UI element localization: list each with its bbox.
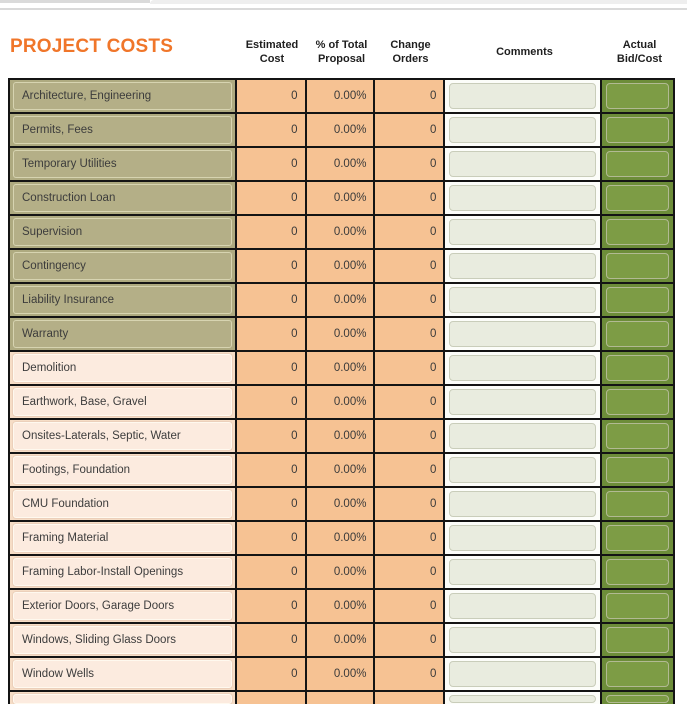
- table-row: [10, 556, 673, 590]
- change-orders-cell[interactable]: 0: [375, 216, 445, 248]
- actual-bid-input[interactable]: [606, 423, 669, 449]
- table-row: [10, 148, 673, 182]
- change-orders-cell[interactable]: 0: [375, 352, 445, 384]
- actual-bid-input[interactable]: [606, 355, 669, 381]
- category-label: Construction Loan: [13, 184, 232, 212]
- actual-bid-input[interactable]: [606, 321, 669, 347]
- column-header-percent-total: [307, 38, 376, 67]
- comments-cell[interactable]: [445, 624, 602, 656]
- percent-total-cell[interactable]: 0.00%: [307, 420, 376, 452]
- category-label-cell[interactable]: [10, 80, 237, 112]
- actual-bid-cell[interactable]: [602, 148, 673, 180]
- percent-total-cell[interactable]: 0.00%: [307, 114, 376, 146]
- page-title: PROJECT COSTS: [10, 36, 174, 57]
- percent-total-cell[interactable]: 0.00%: [307, 522, 376, 554]
- comments-cell[interactable]: [445, 488, 602, 520]
- category-label-cell[interactable]: [10, 692, 237, 704]
- category-label: Exterior Doors, Garage Doors: [13, 592, 232, 620]
- header-line: % of Total: [315, 39, 368, 51]
- comments-input[interactable]: [449, 253, 596, 279]
- estimated-cost-cell[interactable]: 0: [237, 522, 307, 554]
- estimated-cost-cell[interactable]: 0: [237, 454, 307, 486]
- category-label: CMU Foundation: [13, 490, 232, 518]
- actual-bid-cell[interactable]: [602, 318, 673, 350]
- comments-cell[interactable]: [445, 386, 602, 418]
- project-costs-table: [8, 78, 675, 704]
- percent-total-cell[interactable]: 0.00%: [307, 182, 376, 214]
- comments-cell[interactable]: [445, 658, 602, 690]
- percent-total-cell[interactable]: 0.00%: [307, 148, 376, 180]
- estimated-cost-cell[interactable]: 0: [237, 284, 307, 316]
- table-row: [10, 692, 673, 704]
- percent-total-cell[interactable]: [307, 692, 376, 704]
- percent-total-cell[interactable]: 0.00%: [307, 488, 376, 520]
- percent-total-cell[interactable]: 0.00%: [307, 624, 376, 656]
- category-label-cell[interactable]: [10, 250, 237, 282]
- actual-bid-input[interactable]: [606, 389, 669, 415]
- actual-bid-cell[interactable]: [602, 556, 673, 588]
- table-row: [10, 454, 673, 488]
- comments-input[interactable]: [449, 389, 596, 415]
- category-label-cell[interactable]: [10, 488, 237, 520]
- actual-bid-input[interactable]: [606, 117, 669, 143]
- table-row: [10, 216, 673, 250]
- category-label: Framing Labor-Install Openings: [13, 558, 232, 586]
- category-label-cell[interactable]: [10, 590, 237, 622]
- category-label: Contingency: [13, 252, 232, 280]
- column-header-actual-bid: [604, 38, 675, 67]
- category-label-cell[interactable]: [10, 556, 237, 588]
- table-row: [10, 182, 673, 216]
- comments-input[interactable]: [449, 117, 596, 143]
- percent-total-cell[interactable]: 0.00%: [307, 556, 376, 588]
- actual-bid-cell[interactable]: [602, 590, 673, 622]
- percent-total-cell[interactable]: 0.00%: [307, 284, 376, 316]
- actual-bid-input[interactable]: [606, 253, 669, 279]
- category-label-cell[interactable]: [10, 284, 237, 316]
- category-label-cell[interactable]: [10, 420, 237, 452]
- estimated-cost-cell[interactable]: 0: [237, 556, 307, 588]
- comments-input[interactable]: [449, 559, 596, 585]
- actual-bid-cell[interactable]: [602, 488, 673, 520]
- comments-input[interactable]: [449, 185, 596, 211]
- category-label: Framing Material: [13, 524, 232, 552]
- comments-input[interactable]: [449, 321, 596, 347]
- table-row: [10, 590, 673, 624]
- actual-bid-cell[interactable]: [602, 284, 673, 316]
- category-label: Window Wells: [13, 660, 232, 688]
- comments-cell[interactable]: [445, 454, 602, 486]
- category-label-cell[interactable]: [10, 624, 237, 656]
- category-label: Footings, Foundation: [13, 456, 232, 484]
- change-orders-cell[interactable]: 0: [375, 284, 445, 316]
- comments-input[interactable]: [449, 287, 596, 313]
- category-label: Earthwork, Base, Gravel: [13, 388, 232, 416]
- percent-total-cell[interactable]: 0.00%: [307, 250, 376, 282]
- estimated-cost-cell[interactable]: 0: [237, 318, 307, 350]
- comments-cell[interactable]: [445, 148, 602, 180]
- change-orders-cell[interactable]: 0: [375, 182, 445, 214]
- change-orders-cell[interactable]: 0: [375, 454, 445, 486]
- header-line: Change: [390, 39, 431, 51]
- comments-input[interactable]: [449, 457, 596, 483]
- category-label: Windows, Sliding Glass Doors: [13, 626, 232, 654]
- comments-input[interactable]: [449, 423, 596, 449]
- estimated-cost-cell[interactable]: 0: [237, 148, 307, 180]
- actual-bid-cell[interactable]: [602, 216, 673, 248]
- actual-bid-input[interactable]: [606, 151, 669, 177]
- comments-input[interactable]: [449, 491, 596, 517]
- change-orders-cell[interactable]: 0: [375, 522, 445, 554]
- header-line: Estimated: [245, 39, 299, 51]
- estimated-cost-cell[interactable]: 0: [237, 488, 307, 520]
- comments-cell[interactable]: [445, 318, 602, 350]
- table-row: [10, 250, 673, 284]
- change-orders-cell[interactable]: 0: [375, 386, 445, 418]
- change-orders-cell[interactable]: 0: [375, 318, 445, 350]
- actual-bid-cell[interactable]: [602, 250, 673, 282]
- table-row: [10, 386, 673, 420]
- category-label: [13, 694, 232, 704]
- actual-bid-cell[interactable]: [602, 80, 673, 112]
- percent-total-cell[interactable]: 0.00%: [307, 454, 376, 486]
- comments-cell[interactable]: [445, 250, 602, 282]
- actual-bid-cell[interactable]: [602, 658, 673, 690]
- table-row: [10, 420, 673, 454]
- actual-bid-input[interactable]: [606, 491, 669, 517]
- estimated-cost-cell[interactable]: 0: [237, 420, 307, 452]
- percent-total-cell[interactable]: 0.00%: [307, 590, 376, 622]
- comments-cell[interactable]: [445, 692, 602, 704]
- category-label-cell[interactable]: [10, 216, 237, 248]
- change-orders-cell[interactable]: 0: [375, 658, 445, 690]
- category-label-cell[interactable]: [10, 148, 237, 180]
- table-row: [10, 624, 673, 658]
- comments-input[interactable]: [449, 593, 596, 619]
- column-header-change-orders: [376, 38, 445, 67]
- table-row: [10, 488, 673, 522]
- change-orders-cell[interactable]: 0: [375, 148, 445, 180]
- estimated-cost-cell[interactable]: 0: [237, 182, 307, 214]
- category-label: Temporary Utilities: [13, 150, 232, 178]
- table-row: [10, 352, 673, 386]
- percent-total-cell[interactable]: 0.00%: [307, 658, 376, 690]
- percent-total-cell[interactable]: 0.00%: [307, 216, 376, 248]
- change-orders-cell[interactable]: [375, 692, 445, 704]
- category-label-cell[interactable]: [10, 114, 237, 146]
- comments-input[interactable]: [449, 525, 596, 551]
- top-chrome-panel: [150, 0, 687, 4]
- actual-bid-cell[interactable]: [602, 114, 673, 146]
- comments-cell[interactable]: [445, 114, 602, 146]
- percent-total-cell[interactable]: 0.00%: [307, 318, 376, 350]
- estimated-cost-cell[interactable]: 0: [237, 216, 307, 248]
- comments-cell[interactable]: [445, 590, 602, 622]
- actual-bid-input[interactable]: [606, 83, 669, 109]
- header-line: Actual: [622, 39, 657, 51]
- table-row: [10, 114, 673, 148]
- top-chrome-strip: [0, 0, 150, 3]
- comments-input[interactable]: [449, 661, 596, 687]
- comments-input[interactable]: [449, 627, 596, 653]
- comments-cell[interactable]: [445, 80, 602, 112]
- table-row: [10, 318, 673, 352]
- comments-input[interactable]: [449, 151, 596, 177]
- estimated-cost-cell[interactable]: 0: [237, 80, 307, 112]
- category-label-cell[interactable]: [10, 522, 237, 554]
- actual-bid-cell[interactable]: [602, 182, 673, 214]
- category-label: Permits, Fees: [13, 116, 232, 144]
- category-label: Warranty: [13, 320, 232, 348]
- change-orders-cell[interactable]: 0: [375, 80, 445, 112]
- top-divider: [0, 8, 687, 10]
- category-label: Demolition: [13, 354, 232, 382]
- actual-bid-cell[interactable]: [602, 624, 673, 656]
- comments-cell[interactable]: [445, 420, 602, 452]
- comments-cell[interactable]: [445, 216, 602, 248]
- change-orders-cell[interactable]: 0: [375, 556, 445, 588]
- estimated-cost-cell[interactable]: 0: [237, 624, 307, 656]
- comments-input[interactable]: [449, 219, 596, 245]
- actual-bid-input[interactable]: [606, 287, 669, 313]
- comments-input[interactable]: [449, 83, 596, 109]
- estimated-cost-cell[interactable]: 0: [237, 590, 307, 622]
- change-orders-cell[interactable]: 0: [375, 590, 445, 622]
- actual-bid-cell[interactable]: [602, 454, 673, 486]
- change-orders-cell[interactable]: 0: [375, 114, 445, 146]
- change-orders-cell[interactable]: 0: [375, 250, 445, 282]
- header-line: Proposal: [317, 53, 366, 66]
- category-label-cell[interactable]: [10, 352, 237, 384]
- category-label-cell[interactable]: [10, 454, 237, 486]
- estimated-cost-cell[interactable]: 0: [237, 386, 307, 418]
- actual-bid-input[interactable]: [606, 457, 669, 483]
- column-header-estimated-cost: [237, 38, 307, 67]
- header-line: Comments: [496, 46, 553, 58]
- comments-cell[interactable]: [445, 522, 602, 554]
- change-orders-cell[interactable]: 0: [375, 624, 445, 656]
- estimated-cost-cell[interactable]: 0: [237, 352, 307, 384]
- column-header-comments: [445, 38, 604, 59]
- category-label-cell[interactable]: [10, 318, 237, 350]
- table-row: [10, 658, 673, 692]
- category-label: Onsites-Laterals, Septic, Water: [13, 422, 232, 450]
- table-row: [10, 284, 673, 318]
- comments-cell[interactable]: [445, 284, 602, 316]
- actual-bid-input[interactable]: [606, 695, 669, 703]
- actual-bid-cell[interactable]: [602, 386, 673, 418]
- percent-total-cell[interactable]: 0.00%: [307, 386, 376, 418]
- header-line: Orders: [392, 53, 429, 66]
- actual-bid-input[interactable]: [606, 185, 669, 211]
- category-label-cell[interactable]: [10, 182, 237, 214]
- estimated-cost-cell[interactable]: [237, 692, 307, 704]
- actual-bid-input[interactable]: [606, 559, 669, 585]
- estimated-cost-cell[interactable]: 0: [237, 250, 307, 282]
- table-row: [10, 522, 673, 556]
- category-label-cell[interactable]: [10, 386, 237, 418]
- actual-bid-input[interactable]: [606, 661, 669, 687]
- actual-bid-cell[interactable]: [602, 692, 673, 704]
- change-orders-cell[interactable]: 0: [375, 420, 445, 452]
- estimated-cost-cell[interactable]: 0: [237, 114, 307, 146]
- actual-bid-input[interactable]: [606, 627, 669, 653]
- actual-bid-cell[interactable]: [602, 420, 673, 452]
- actual-bid-input[interactable]: [606, 525, 669, 551]
- comments-input[interactable]: [449, 695, 596, 703]
- percent-total-cell[interactable]: 0.00%: [307, 352, 376, 384]
- change-orders-cell[interactable]: 0: [375, 488, 445, 520]
- table-row: [10, 80, 673, 114]
- category-label: Liability Insurance: [13, 286, 232, 314]
- header-line: Cost: [259, 53, 285, 66]
- header-line: Bid/Cost: [616, 53, 663, 66]
- estimated-cost-cell[interactable]: 0: [237, 658, 307, 690]
- comments-cell[interactable]: [445, 352, 602, 384]
- actual-bid-input[interactable]: [606, 593, 669, 619]
- comments-cell[interactable]: [445, 556, 602, 588]
- percent-total-cell[interactable]: 0.00%: [307, 80, 376, 112]
- category-label: Supervision: [13, 218, 232, 246]
- category-label-cell[interactable]: [10, 658, 237, 690]
- actual-bid-input[interactable]: [606, 219, 669, 245]
- comments-input[interactable]: [449, 355, 596, 381]
- actual-bid-cell[interactable]: [602, 522, 673, 554]
- actual-bid-cell[interactable]: [602, 352, 673, 384]
- comments-cell[interactable]: [445, 182, 602, 214]
- category-label: Architecture, Engineering: [13, 82, 232, 110]
